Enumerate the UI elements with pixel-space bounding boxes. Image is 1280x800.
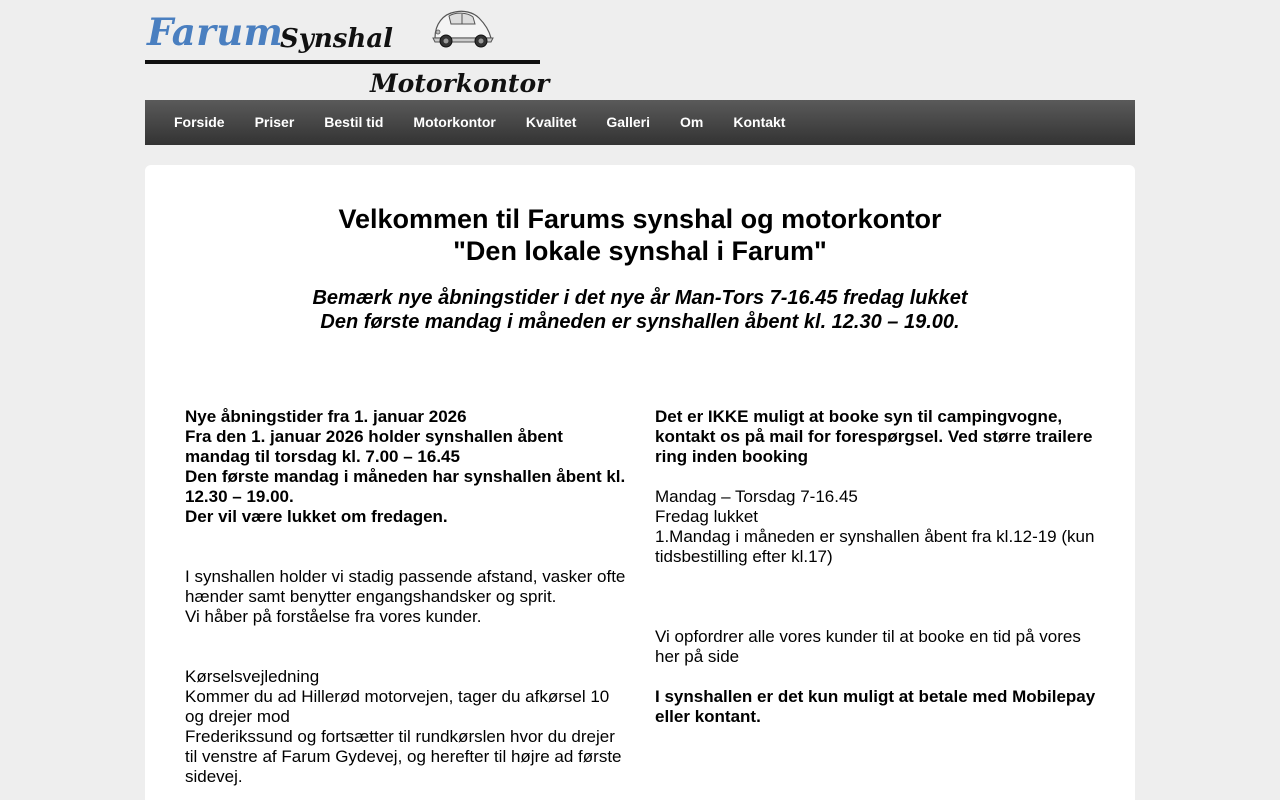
- hours-heading: Nye åbningstider fra 1. januar 2026: [185, 407, 467, 426]
- directions-text-1: Kommer du ad Hillerød motorvejen, tager du afkørsel 10 og drejer mod: [185, 687, 610, 726]
- opening-hours-notice: [145, 286, 1135, 334]
- hours-weekdays: Mandag – Torsdag 7-16.45: [655, 487, 858, 506]
- logo-synshal-text: Synshal: [280, 24, 394, 54]
- site-header: [145, 0, 1135, 100]
- logo-motorkontor-text: Motorkontor: [370, 69, 550, 98]
- nav-item-kontakt[interactable]: Kontakt: [733, 114, 786, 130]
- main-nav: [145, 100, 1135, 145]
- nav-item-om[interactable]: Om: [680, 114, 704, 130]
- nav-item-priser[interactable]: Priser: [254, 114, 295, 130]
- hours-friday: Fredag lukket: [655, 507, 758, 526]
- payment-text: I synshallen er det kun muligt at betale med Mobilepay eller kontant.: [655, 687, 1096, 726]
- title-line-1: Velkommen til Farums synshal og motorkontor: [338, 204, 942, 234]
- right-column: [655, 407, 1100, 727]
- logo-divider: [145, 60, 540, 64]
- logo-farum-text: Farum: [147, 10, 284, 54]
- vw-beetle-car-icon: [429, 4, 495, 50]
- content-panel: [145, 165, 1135, 800]
- title-line-2: "Den lokale synshal i Farum": [453, 236, 827, 266]
- notice-line-2: Den første mandag i måneden er synshallen åbent kl. 12.30 – 19.00.: [320, 311, 960, 333]
- nav-item-motorkontor[interactable]: Motorkontor: [413, 114, 496, 130]
- page-wrapper: [145, 0, 1135, 786]
- hours-text: Fra den 1. januar 2026 holder synshallen åbent mandag til torsdag kl. 7.00 – 16.45: [185, 427, 563, 466]
- booking-text: Vi opfordrer alle vores kunder til at booke en tid på vores her på side: [655, 627, 1081, 666]
- page-title: [145, 203, 1135, 267]
- hygiene-text-1: I synshallen holder vi stadig passende afstand, vasker ofte hænder samt benytter engangshandsker og sprit.: [185, 567, 626, 606]
- nav-item-galleri[interactable]: Galleri: [606, 114, 651, 130]
- hygiene-text-2: Vi håber på forståelse fra vores kunder.: [185, 607, 482, 626]
- nav-item-forside[interactable]: Forside: [174, 114, 225, 130]
- directions-heading: Kørselsvejledning: [185, 667, 320, 686]
- nav-item-bestil-tid[interactable]: Bestil tid: [324, 114, 384, 130]
- first-monday-text: Den første mandag i måneden har synshallen åbent kl. 12.30 – 19.00.: [185, 467, 626, 506]
- hours-first-monday: 1.Mandag i måneden er synshallen åbent fra kl.12-19 (kun tidsbestilling efter kl.17): [655, 527, 1095, 566]
- site-logo[interactable]: [145, 0, 550, 100]
- friday-closed-text: Der vil være lukket om fredagen.: [185, 507, 448, 526]
- nav-item-kvalitet[interactable]: Kvalitet: [525, 114, 577, 130]
- notice-line-1: Bemærk nye åbningstider i det nye år Man-Tors 7-16.45 fredag lukket: [312, 287, 968, 309]
- left-column: [185, 407, 630, 787]
- camping-notice: Det er IKKE muligt at booke syn til campingvogne, kontakt os på mail for forespørgsel. Ved større trailere ring inden booking: [655, 407, 1093, 466]
- directions-text-2: Frederikssund og fortsætter til rundkørslen hvor du drejer til venstre af Farum Gydevej, og herefter til højre ad første sidevej.: [185, 727, 622, 786]
